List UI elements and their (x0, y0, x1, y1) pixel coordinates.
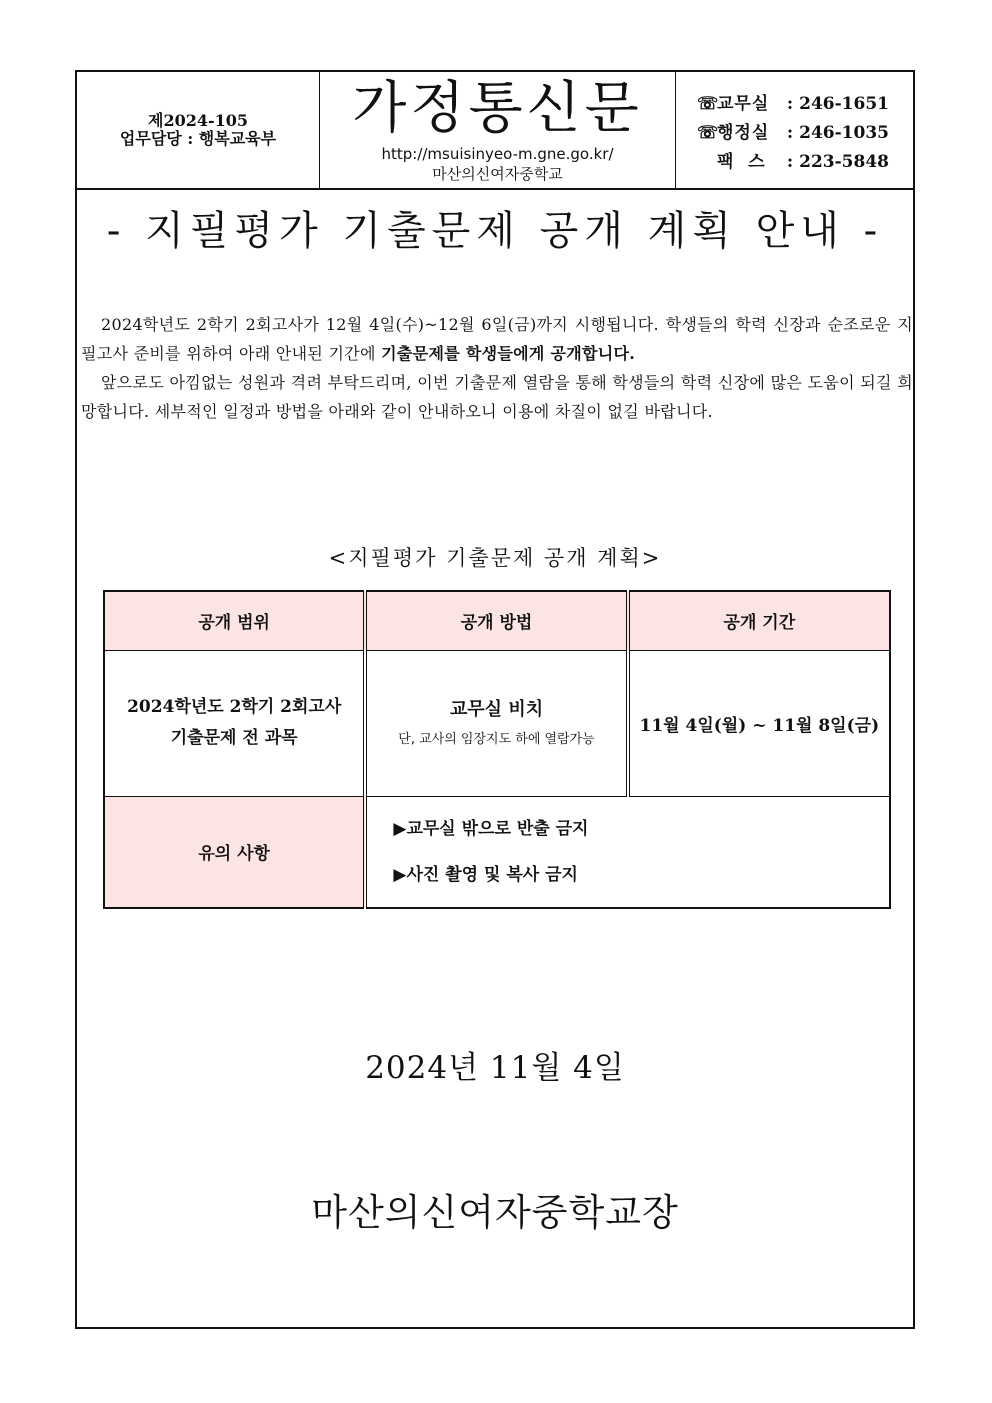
table-caption: <지필평가 기출문제 공개 계획> (328, 546, 662, 570)
contact-separator: : (786, 94, 794, 114)
document-number: 제2024-105 (147, 111, 249, 130)
contact-number: 246-1651 (799, 94, 889, 114)
phone-icon: ☏ (697, 123, 719, 143)
body-paragraph-1-text: 2024학년도 2학기 2회고사가 12월 4일(수)~12월 6일(금)까지 시행됩니다. 학생들의 학력 신장과 순조로운 지필고사 준비를 위하여 아래 안내된 기간에 (81, 315, 913, 363)
table-header-row (104, 591, 890, 650)
document-frame (75, 70, 915, 1329)
method-note: 단, 교사의 임장지도 하에 열람가능 (398, 732, 595, 747)
method-main: 교무실 비치 (449, 699, 544, 720)
issue-date: 2024년 11월 4일 (365, 1050, 625, 1086)
note-item: ▶사진 촬영 및 복사 금지 (393, 864, 578, 885)
principal-signature: 마산의신여자중학교장 (311, 1191, 679, 1234)
school-name: 마산의신여자중학교 (432, 165, 563, 183)
contact-separator: : (786, 152, 794, 172)
school-url[interactable]: http://msuisinyeo-m.gne.go.kr/ (381, 145, 614, 163)
scope-cell (104, 650, 365, 796)
notice-title: - 지필평가 기출문제 공개 계획 안내 - (106, 208, 884, 254)
contact-separator: : (786, 123, 794, 143)
body-paragraph-1-emphasis: 기출문제를 학생들에게 공개합니다. (381, 344, 636, 363)
note-item: ▶교무실 밖으로 반출 금지 (393, 818, 589, 839)
header-left (77, 72, 320, 188)
notes-label: 유의 사항 (104, 796, 365, 908)
contact-row (697, 90, 907, 119)
header (77, 72, 913, 190)
contact-number: 223-5848 (799, 152, 889, 172)
disclosure-plan-table (103, 590, 891, 909)
period-cell: 11월 4일(월) ~ 11월 8일(금) (628, 650, 890, 796)
body-paragraph-1 (81, 310, 913, 368)
department: 업무담당 : 행복교육부 (119, 129, 277, 148)
contact-label: 교무실 (717, 94, 770, 114)
contact-row (697, 119, 907, 148)
scope-line-2: 기출문제 전 과목 (170, 728, 298, 748)
body-paragraph-2: 앞으로도 아낌없는 성원과 격려 부탁드리며, 이번 기출문제 열람을 통해 학생들의 학력 신장에 많은 도움이 되길 희망합니다. 세부적인 일정과 방법을 아래와 같이 안내하오니 이용에 차질이 없길 바랍니다. (81, 373, 913, 421)
method-cell (365, 650, 627, 796)
header-scope: 공개 범위 (104, 591, 365, 650)
notes-cell (365, 796, 890, 908)
contact-list (697, 90, 907, 177)
scope-line-1: 2024학년도 2학기 2회고사 (127, 697, 342, 717)
masthead-title: 가정통신문 (352, 76, 643, 141)
notice-body (81, 310, 913, 426)
contact-row (697, 148, 907, 177)
contact-label: 행정실 (717, 123, 770, 143)
contact-label: 팩 스 (717, 152, 766, 172)
contact-number: 246-1035 (799, 123, 889, 143)
notes-row (104, 796, 890, 908)
header-period: 공개 기간 (628, 591, 890, 650)
table-row (104, 650, 890, 796)
header-center (320, 72, 676, 188)
phone-icon: ☏ (697, 94, 719, 114)
header-method: 공개 방법 (365, 591, 627, 650)
